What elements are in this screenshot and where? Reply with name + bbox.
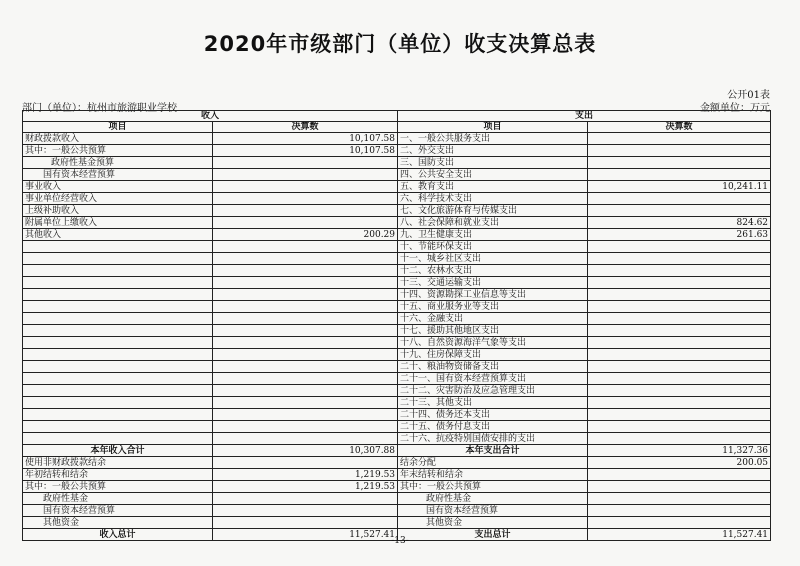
income-amount-cell bbox=[213, 289, 398, 301]
income-item-cell bbox=[23, 313, 213, 325]
income-item-cell bbox=[23, 301, 213, 313]
expense-amount-cell bbox=[588, 169, 771, 181]
income-item-cell bbox=[23, 385, 213, 397]
income-amount-cell bbox=[213, 349, 398, 361]
income-item-cell bbox=[23, 409, 213, 421]
income-amount-cell bbox=[213, 457, 398, 469]
income-amount-cell bbox=[213, 433, 398, 445]
expense-amount-cell bbox=[588, 505, 771, 517]
expense-item-cell: 二十一、国有资本经营预算支出 bbox=[398, 373, 588, 385]
expense-amount-cell bbox=[588, 409, 771, 421]
table-row bbox=[23, 457, 771, 469]
expense-amount-cell bbox=[588, 301, 771, 313]
income-item-cell: 政府性基金 bbox=[23, 493, 213, 505]
unit-label: 金额单位：万元 bbox=[700, 103, 770, 114]
income-amount-cell bbox=[213, 493, 398, 505]
table-row bbox=[23, 349, 771, 361]
table-row bbox=[23, 241, 771, 253]
income-item-cell: 国有资本经营预算 bbox=[23, 169, 213, 181]
income-total-label: 本年收入合计 bbox=[23, 445, 213, 457]
expense-item-cell: 一、一般公共服务支出 bbox=[398, 133, 588, 145]
income-amount-cell bbox=[213, 325, 398, 337]
income-amount-cell: 1,219.53 bbox=[213, 469, 398, 481]
income-item-cell bbox=[23, 289, 213, 301]
table-row bbox=[23, 505, 771, 517]
income-item-cell bbox=[23, 373, 213, 385]
income-amount-cell bbox=[213, 253, 398, 265]
expense-item-cell: 八、社会保障和就业支出 bbox=[398, 217, 588, 229]
expense-item-cell: 其他资金 bbox=[398, 517, 588, 529]
expense-item-cell: 十八、自然资源海洋气象等支出 bbox=[398, 337, 588, 349]
expense-amount-cell bbox=[588, 253, 771, 265]
income-item-cell: 事业单位经营收入 bbox=[23, 193, 213, 205]
expense-item-cell: 十二、农林水支出 bbox=[398, 265, 588, 277]
expense-item-cell: 二十四、债务还本支出 bbox=[398, 409, 588, 421]
income-total-value: 10,307.88 bbox=[213, 445, 398, 457]
expense-item-cell: 十九、住房保障支出 bbox=[398, 349, 588, 361]
income-amount-cell: 200.29 bbox=[213, 229, 398, 241]
expense-item-cell: 七、文化旅游体育与传媒支出 bbox=[398, 205, 588, 217]
income-amount-cell bbox=[213, 373, 398, 385]
expense-amount-cell bbox=[588, 325, 771, 337]
expense-item-cell: 结余分配 bbox=[398, 457, 588, 469]
expense-item-cell: 二十、粮油物资储备支出 bbox=[398, 361, 588, 373]
table-row bbox=[23, 481, 771, 493]
expense-item-cell: 二十六、抗疫特别国债安排的支出 bbox=[398, 433, 588, 445]
table-row bbox=[23, 133, 771, 145]
expense-amount-cell: 200.05 bbox=[588, 457, 771, 469]
expense-amount-cell bbox=[588, 313, 771, 325]
table-row bbox=[23, 205, 771, 217]
income-item-cell bbox=[23, 421, 213, 433]
income-amount-cell bbox=[213, 313, 398, 325]
expense-item-cell: 年末结转和结余 bbox=[398, 469, 588, 481]
table-row bbox=[23, 169, 771, 181]
expense-amount-cell bbox=[588, 337, 771, 349]
income-amount-cell bbox=[213, 397, 398, 409]
expense-item-cell: 十六、金融支出 bbox=[398, 313, 588, 325]
table-row bbox=[23, 373, 771, 385]
expense-item-cell: 政府性基金 bbox=[398, 493, 588, 505]
expense-item-cell: 其中：一般公共预算 bbox=[398, 481, 588, 493]
income-amount-cell bbox=[213, 505, 398, 517]
page-title: 2020年市级部门（单位）收支决算总表 bbox=[203, 32, 597, 56]
income-item-cell: 财政拨款收入 bbox=[23, 133, 213, 145]
annual-total-row bbox=[23, 445, 771, 457]
expense-item-cell: 十一、城乡社区支出 bbox=[398, 253, 588, 265]
income-amount-cell bbox=[213, 265, 398, 277]
income-grand-label: 收入总计 bbox=[23, 529, 213, 541]
table-row bbox=[23, 325, 771, 337]
income-item-cell: 其他资金 bbox=[23, 517, 213, 529]
expense-amount-cell bbox=[588, 361, 771, 373]
expense-grand-value: 11,527.41 bbox=[588, 529, 771, 541]
income-item-cell bbox=[23, 277, 213, 289]
table-row bbox=[23, 145, 771, 157]
table-row bbox=[23, 361, 771, 373]
income-amount-cell bbox=[213, 385, 398, 397]
table-row bbox=[23, 301, 771, 313]
expense-amount-cell bbox=[588, 469, 771, 481]
income-amount-cell bbox=[213, 421, 398, 433]
expense-amount-cell bbox=[588, 385, 771, 397]
expense-amount-cell bbox=[588, 289, 771, 301]
table-row bbox=[23, 289, 771, 301]
table-row bbox=[23, 265, 771, 277]
expense-item-cell: 十五、商业服务业等支出 bbox=[398, 301, 588, 313]
income-item-cell bbox=[23, 349, 213, 361]
expense-amount-header: 决算数 bbox=[588, 122, 771, 133]
expense-item-header: 项目 bbox=[398, 122, 588, 133]
income-item-cell: 政府性基金预算 bbox=[23, 157, 213, 169]
income-item-cell: 事业收入 bbox=[23, 181, 213, 193]
expense-item-cell: 十四、资源勘探工业信息等支出 bbox=[398, 289, 588, 301]
income-item-cell bbox=[23, 325, 213, 337]
expense-item-cell: 四、公共安全支出 bbox=[398, 169, 588, 181]
expense-amount-cell bbox=[588, 193, 771, 205]
income-item-cell bbox=[23, 361, 213, 373]
income-grand-value: 11,527.41 bbox=[213, 529, 398, 541]
income-amount-cell bbox=[213, 517, 398, 529]
expense-item-cell: 六、科学技术支出 bbox=[398, 193, 588, 205]
income-item-cell bbox=[23, 265, 213, 277]
income-item-cell: 使用非财政拨款结余 bbox=[23, 457, 213, 469]
expense-amount-cell bbox=[588, 421, 771, 433]
income-amount-cell: 1,219.53 bbox=[213, 481, 398, 493]
income-item-cell bbox=[23, 253, 213, 265]
expense-amount-cell bbox=[588, 433, 771, 445]
income-amount-cell bbox=[213, 169, 398, 181]
budget-table bbox=[22, 110, 771, 541]
expense-header: 支出 bbox=[398, 111, 771, 122]
income-amount-cell bbox=[213, 277, 398, 289]
income-item-cell: 年初结转和结余 bbox=[23, 469, 213, 481]
table-row bbox=[23, 181, 771, 193]
table-row bbox=[23, 253, 771, 265]
expense-grand-label: 支出总计 bbox=[398, 529, 588, 541]
expense-item-cell: 九、卫生健康支出 bbox=[398, 229, 588, 241]
income-amount-cell bbox=[213, 157, 398, 169]
expense-item-cell: 十七、援助其他地区支出 bbox=[398, 325, 588, 337]
table-row bbox=[23, 313, 771, 325]
income-header: 收入 bbox=[23, 111, 398, 122]
section-header-row bbox=[23, 111, 771, 122]
expense-amount-cell: 10,241.11 bbox=[588, 181, 771, 193]
income-item-cell bbox=[23, 241, 213, 253]
expense-amount-cell bbox=[588, 373, 771, 385]
expense-item-cell: 五、教育支出 bbox=[398, 181, 588, 193]
expense-item-cell: 二十二、灾害防治及应急管理支出 bbox=[398, 385, 588, 397]
income-item-cell bbox=[23, 337, 213, 349]
form-code: 公开01表 bbox=[727, 90, 770, 101]
expense-total-value: 11,327.36 bbox=[588, 445, 771, 457]
table-row bbox=[23, 409, 771, 421]
income-amount-cell bbox=[213, 337, 398, 349]
table-row bbox=[23, 217, 771, 229]
table-row bbox=[23, 385, 771, 397]
table-row bbox=[23, 397, 771, 409]
page-number: -13- bbox=[391, 536, 409, 546]
expense-amount-cell bbox=[588, 349, 771, 361]
expense-amount-cell bbox=[588, 241, 771, 253]
table-row bbox=[23, 433, 771, 445]
expense-amount-cell bbox=[588, 205, 771, 217]
expense-amount-cell bbox=[588, 265, 771, 277]
expense-amount-cell bbox=[588, 481, 771, 493]
table-row bbox=[23, 337, 771, 349]
expense-item-cell: 国有资本经营预算 bbox=[398, 505, 588, 517]
income-amount-cell bbox=[213, 193, 398, 205]
income-amount-cell bbox=[213, 181, 398, 193]
table-row bbox=[23, 421, 771, 433]
expense-item-cell: 十、节能环保支出 bbox=[398, 241, 588, 253]
income-item-cell: 国有资本经营预算 bbox=[23, 505, 213, 517]
income-item-cell: 附属单位上缴收入 bbox=[23, 217, 213, 229]
table-row bbox=[23, 469, 771, 481]
department-label: 部门（单位）：杭州市旅游职业学校 bbox=[22, 103, 177, 114]
expense-amount-cell: 261.63 bbox=[588, 229, 771, 241]
income-item-cell: 其中：一般公共预算 bbox=[23, 481, 213, 493]
income-amount-cell bbox=[213, 241, 398, 253]
expense-amount-cell bbox=[588, 493, 771, 505]
income-item-cell: 其他收入 bbox=[23, 229, 213, 241]
expense-amount-cell bbox=[588, 397, 771, 409]
income-amount-cell bbox=[213, 217, 398, 229]
table-row bbox=[23, 277, 771, 289]
expense-amount-cell bbox=[588, 277, 771, 289]
expense-item-cell: 三、国防支出 bbox=[398, 157, 588, 169]
expense-amount-cell bbox=[588, 517, 771, 529]
income-item-cell bbox=[23, 397, 213, 409]
income-amount-cell: 10,107.58 bbox=[213, 133, 398, 145]
income-amount-cell bbox=[213, 361, 398, 373]
table-row bbox=[23, 517, 771, 529]
income-item-cell: 其中：一般公共预算 bbox=[23, 145, 213, 157]
income-amount-cell bbox=[213, 409, 398, 421]
expense-item-cell: 二十五、债务付息支出 bbox=[398, 421, 588, 433]
expense-item-cell: 二、外交支出 bbox=[398, 145, 588, 157]
expense-total-label: 本年支出合计 bbox=[398, 445, 588, 457]
table-row bbox=[23, 493, 771, 505]
table-row bbox=[23, 193, 771, 205]
income-amount-header: 决算数 bbox=[213, 122, 398, 133]
expense-amount-cell bbox=[588, 157, 771, 169]
income-amount-cell bbox=[213, 301, 398, 313]
income-item-header: 项目 bbox=[23, 122, 213, 133]
expense-amount-cell: 824.62 bbox=[588, 217, 771, 229]
income-amount-cell: 10,107.58 bbox=[213, 145, 398, 157]
income-amount-cell bbox=[213, 205, 398, 217]
expense-item-cell: 二十三、其他支出 bbox=[398, 397, 588, 409]
expense-amount-cell bbox=[588, 145, 771, 157]
column-header-row bbox=[23, 122, 771, 133]
table-row bbox=[23, 229, 771, 241]
expense-amount-cell bbox=[588, 133, 771, 145]
table-row bbox=[23, 157, 771, 169]
expense-item-cell: 十三、交通运输支出 bbox=[398, 277, 588, 289]
income-item-cell bbox=[23, 433, 213, 445]
income-item-cell: 上级补助收入 bbox=[23, 205, 213, 217]
